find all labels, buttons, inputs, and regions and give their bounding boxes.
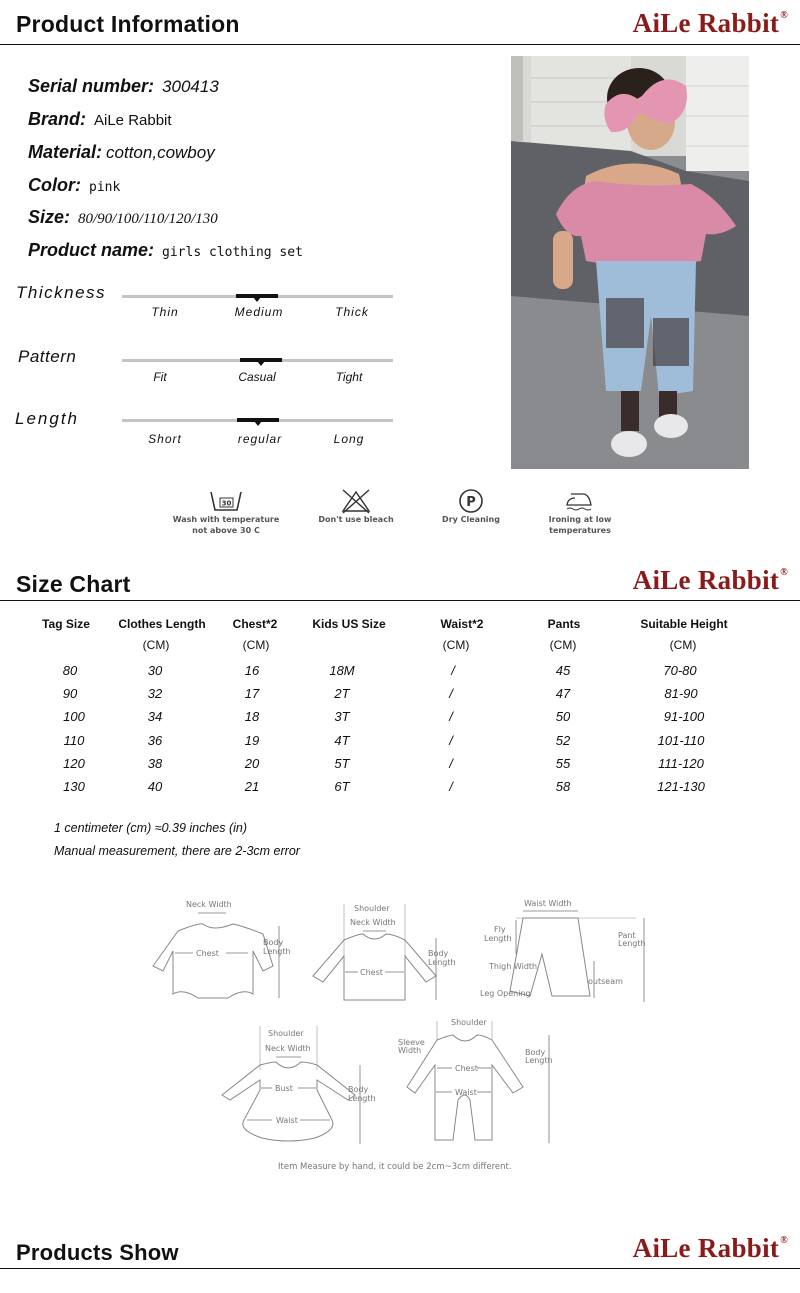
care-text: temperatures — [549, 526, 611, 535]
cell: 121-130 — [657, 779, 705, 794]
svg-text:Neck Width: Neck Width — [186, 900, 232, 909]
products-show-header — [0, 1225, 800, 1269]
cell: 81-90 — [664, 686, 698, 701]
registered-mark: ® — [780, 1235, 788, 1246]
cell: 91-100 — [663, 709, 705, 724]
cell: 45 — [555, 663, 571, 678]
cell: 110 — [63, 733, 85, 748]
size-chart-header — [0, 555, 800, 601]
svg-text:Chest: Chest — [455, 1064, 478, 1073]
cell: 2T — [334, 686, 350, 701]
cell: / — [451, 663, 455, 678]
svg-text:Neck Width: Neck Width — [265, 1044, 311, 1053]
field-color — [28, 175, 120, 196]
field-serial-number — [28, 76, 219, 97]
svg-text:Sleeve: Sleeve — [398, 1038, 425, 1047]
svg-text:Body: Body — [348, 1085, 369, 1094]
svg-text:Thigh Width: Thigh Width — [489, 962, 538, 971]
product-photo — [511, 56, 749, 469]
field-label: Size: — [28, 207, 71, 227]
field-size — [28, 207, 218, 228]
svg-text:Length: Length — [525, 1056, 553, 1065]
field-value: 300413 — [162, 77, 219, 96]
dry-clean-p-icon — [457, 488, 485, 514]
field-material — [28, 142, 215, 163]
svg-text:Fly: Fly — [494, 925, 506, 934]
field-label: Color: — [28, 175, 81, 195]
scale-label: Pattern — [18, 347, 77, 366]
cell: 30 — [147, 663, 163, 678]
cell: 21 — [244, 779, 260, 794]
diagram-romper — [395, 1015, 565, 1150]
cell: 100 — [63, 709, 85, 724]
cell: 70-80 — [663, 663, 697, 678]
svg-text:Length: Length — [618, 939, 646, 948]
column-unit: (CM) — [442, 638, 470, 652]
cell: / — [449, 709, 453, 724]
svg-text:Shoulder: Shoulder — [354, 904, 390, 913]
column-header: Chest*2 — [232, 617, 278, 631]
cell: 38 — [147, 756, 163, 771]
field-value: 80/90/100/110/120/130 — [78, 211, 218, 227]
cell: / — [449, 779, 453, 794]
field-value: girls clothing set — [162, 245, 303, 260]
product-photo-illustration — [511, 56, 749, 469]
column-header: Suitable Height — [640, 617, 728, 631]
brand-logo — [633, 1233, 788, 1264]
scale-option: Thin — [151, 305, 179, 319]
section-title-size-chart: Size Chart — [16, 571, 131, 597]
cell: 18M — [329, 663, 355, 678]
cell: 4T — [334, 733, 350, 748]
scale-track — [122, 419, 393, 422]
svg-text:30: 30 — [221, 499, 232, 508]
section-title-product-info: Product Information — [16, 11, 240, 37]
care-text: Dry Cleaning — [442, 515, 500, 524]
scale-marker — [236, 294, 278, 298]
field-value: cotton,cowboy — [106, 143, 215, 162]
cell: 90 — [62, 686, 78, 701]
scale-option: Fit — [153, 370, 167, 384]
care-text: Don't use bleach — [318, 515, 394, 524]
cell: 47 — [555, 686, 571, 701]
cell: 19 — [244, 733, 260, 748]
svg-text:outseam: outseam — [588, 977, 623, 986]
svg-text:Waist Width: Waist Width — [524, 899, 572, 908]
cell: 6T — [334, 779, 350, 794]
no-bleach-icon — [339, 488, 373, 514]
cell: 58 — [555, 779, 571, 794]
scale-option-selected: regular — [237, 432, 283, 446]
cell: 17 — [244, 686, 260, 701]
registered-mark: ® — [780, 567, 788, 578]
svg-text:Body: Body — [428, 949, 449, 958]
cell: 32 — [147, 686, 163, 701]
svg-text:P: P — [466, 495, 476, 510]
svg-text:Pant: Pant — [618, 931, 636, 940]
field-label: Material: — [28, 142, 103, 162]
care-wash-30 — [161, 488, 291, 536]
cell: 5T — [334, 756, 350, 771]
svg-text:Chest: Chest — [360, 968, 383, 977]
cell: / — [449, 733, 453, 748]
svg-text:Width: Width — [398, 1046, 422, 1055]
cell: 36 — [147, 733, 163, 748]
cell: 80 — [62, 663, 78, 678]
field-product-name — [28, 240, 303, 261]
cell: 34 — [147, 709, 163, 724]
wash-30-icon — [209, 488, 243, 514]
scale-track — [122, 359, 393, 362]
column-unit: (CM) — [242, 638, 270, 652]
scale-option: Thick — [335, 305, 369, 319]
field-brand — [28, 109, 172, 130]
column-unit: (CM) — [549, 638, 577, 652]
cell: 101-110 — [657, 733, 705, 748]
care-text: Wash with temperature — [172, 515, 280, 524]
cell: / — [449, 686, 453, 701]
cell: 130 — [63, 779, 85, 794]
column-unit: (CM) — [669, 638, 697, 652]
registered-mark: ® — [780, 10, 788, 21]
column-header: Waist*2 — [440, 617, 484, 631]
iron-low-icon — [563, 488, 597, 514]
scale-marker — [237, 418, 279, 422]
brand-logo-text: AiLe Rabbit — [632, 565, 780, 595]
column-header: Pants — [547, 617, 581, 631]
column-unit: (CM) — [142, 638, 170, 652]
field-label: Serial number: — [28, 76, 155, 96]
svg-text:Length: Length — [484, 934, 512, 943]
brand-logo-text: AiLe Rabbit — [632, 1233, 780, 1263]
scale-option-selected: Medium — [234, 305, 284, 319]
svg-text:Body: Body — [263, 938, 284, 947]
section-title-products-show: Products Show — [16, 1240, 179, 1265]
measure-note: Item Measure by hand, it could be 2cm~3cm different. — [278, 1162, 512, 1172]
svg-text:Length: Length — [428, 958, 456, 967]
cell: 111-120 — [658, 756, 704, 771]
scale-option-selected: Casual — [238, 370, 276, 384]
diagram-dress — [220, 1020, 390, 1150]
cell: 16 — [244, 663, 260, 678]
svg-text:Waist: Waist — [276, 1116, 298, 1125]
field-label: Product name: — [28, 240, 155, 260]
svg-text:Shoulder: Shoulder — [268, 1029, 304, 1038]
cell: / — [449, 756, 453, 771]
svg-text:Leg Opening: Leg Opening — [480, 989, 531, 998]
brand-logo — [633, 8, 788, 39]
field-value: pink — [89, 180, 121, 195]
scale-track — [122, 295, 393, 298]
svg-text:Chest: Chest — [196, 949, 219, 958]
column-header: Kids US Size — [312, 617, 386, 631]
diagram-bodysuit — [148, 896, 298, 1006]
svg-text:Body: Body — [525, 1048, 546, 1057]
cell: 40 — [147, 779, 163, 794]
scale-option: Long — [333, 432, 365, 446]
care-text: Ironing at low — [548, 515, 612, 524]
diagram-pants — [476, 896, 656, 1006]
cell: 50 — [555, 709, 571, 724]
cell: 120 — [63, 756, 85, 771]
column-header: Clothes Length — [118, 617, 206, 631]
scale-marker — [240, 358, 282, 362]
svg-text:Waist: Waist — [455, 1088, 477, 1097]
cell: 3T — [334, 709, 350, 724]
brand-logo-text: AiLe Rabbit — [632, 8, 780, 38]
diagram-sweatshirt — [308, 896, 468, 1006]
svg-text:Length: Length — [263, 947, 291, 956]
svg-text:Shoulder: Shoulder — [451, 1018, 487, 1027]
scale-option: Tight — [335, 370, 363, 384]
brand-logo — [633, 565, 788, 596]
scale-label: Length — [15, 409, 79, 428]
svg-text:Neck Width: Neck Width — [350, 918, 396, 927]
column-header: Tag Size — [42, 617, 90, 631]
scale-option: Short — [148, 432, 182, 446]
product-info-header — [0, 0, 800, 45]
scale-label: Thickness — [16, 283, 107, 302]
care-text: not above 30 C — [192, 526, 260, 535]
care-ironing-low — [515, 488, 645, 536]
cell: 18 — [244, 709, 260, 724]
care-no-bleach — [291, 488, 421, 525]
cell: 55 — [555, 756, 571, 771]
field-label: Brand: — [28, 109, 86, 129]
svg-text:Bust: Bust — [275, 1084, 293, 1093]
conversion-note: 1 centimeter (cm) ≈0.39 inches (in) — [54, 821, 248, 835]
cell: 52 — [555, 733, 571, 748]
cell: 20 — [244, 756, 260, 771]
error-note: Manual measurement, there are 2-3cm error — [54, 844, 300, 858]
field-value: AiLe Rabbit — [94, 112, 172, 129]
svg-text:Length: Length — [348, 1094, 376, 1103]
